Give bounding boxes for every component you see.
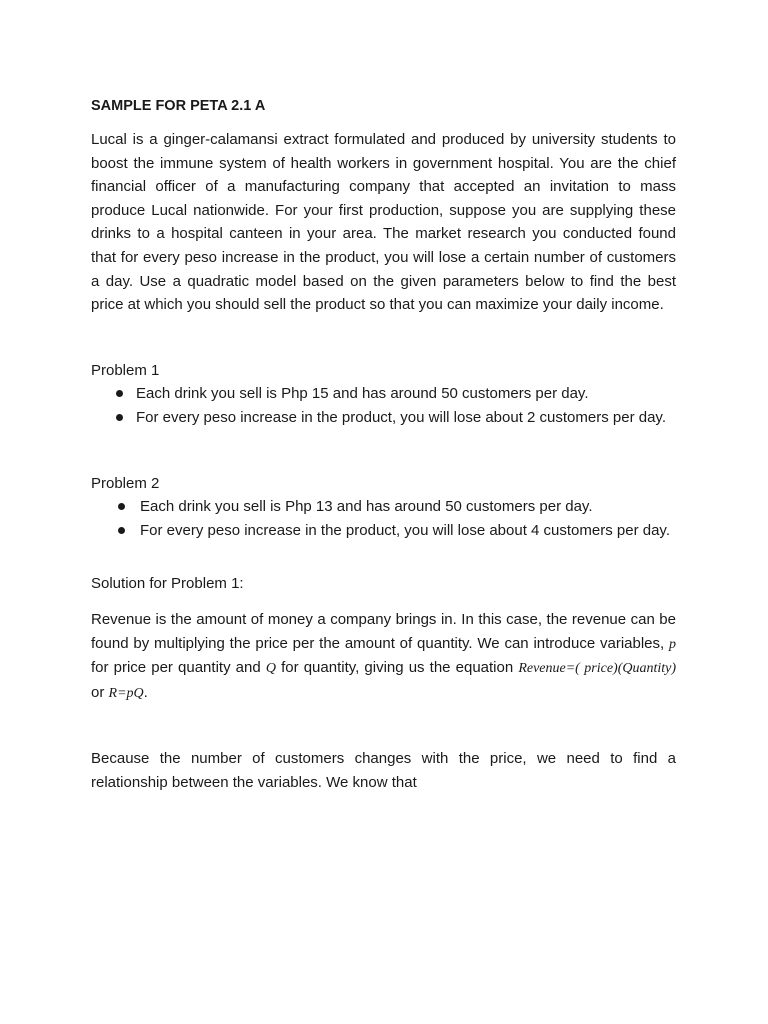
list-item: For every peso increase in the product, you will lose about 2 customers per day. bbox=[91, 406, 676, 430]
list-item: Each drink you sell is Php 15 and has around 50 customers per day. bbox=[91, 382, 676, 406]
document-title: SAMPLE FOR PETA 2.1 A bbox=[91, 98, 266, 114]
bullet-icon bbox=[118, 503, 125, 510]
short-equation: R=pQ bbox=[108, 685, 144, 701]
solution-heading: Solution for Problem 1: bbox=[91, 575, 244, 593]
revenue-paragraph: Revenue is the amount of money a company brings in. In this case, the revenue can be found by multiplying the price per the amount of quantity. We can introduce variables, p for price per quantity and Q for quantity, giving us the equation Revenue=( price)(Quantity) or R=pQ. bbox=[91, 610, 677, 701]
var-p: p bbox=[669, 636, 677, 652]
revenue-equation: Revenue=( price)(Quantity) bbox=[518, 661, 677, 677]
problem2-heading: Problem 2 bbox=[91, 474, 160, 492]
list-item: Each drink you sell is Php 13 and has around 50 customers per day. bbox=[91, 495, 676, 519]
bullet-icon bbox=[116, 414, 123, 421]
document-body bbox=[91, 96, 676, 794]
bullet-icon bbox=[118, 527, 125, 534]
problem1-heading: Problem 1 bbox=[91, 361, 160, 379]
problem1-list bbox=[91, 382, 676, 429]
relationship-paragraph: Because the number of customers changes with the price, we need to find a relationship between the variables. We know that bbox=[91, 750, 676, 791]
list-item: For every peso increase in the product, you will lose about 4 customers per day. bbox=[91, 519, 676, 543]
bullet-icon bbox=[116, 390, 123, 397]
problem2-list bbox=[91, 495, 676, 542]
intro-paragraph: Lucal is a ginger-calamansi extract formulated and produced by university students to boost the immune system of health workers in government hospital. You are the chief financial officer of a manufacturing company that accepted an invitation to mass produce Lucal nationwide. For your first production, suppose you are supplying these drinks to a hospital canteen in your area. The market research you conducted found that for every peso increase in the product, you will lose a certain number of customers a day. Use a quadratic model based on the given parameters below to find the best price at which you should sell the product so that you can maximize your daily income. bbox=[91, 131, 676, 314]
var-q: Q bbox=[265, 661, 276, 677]
